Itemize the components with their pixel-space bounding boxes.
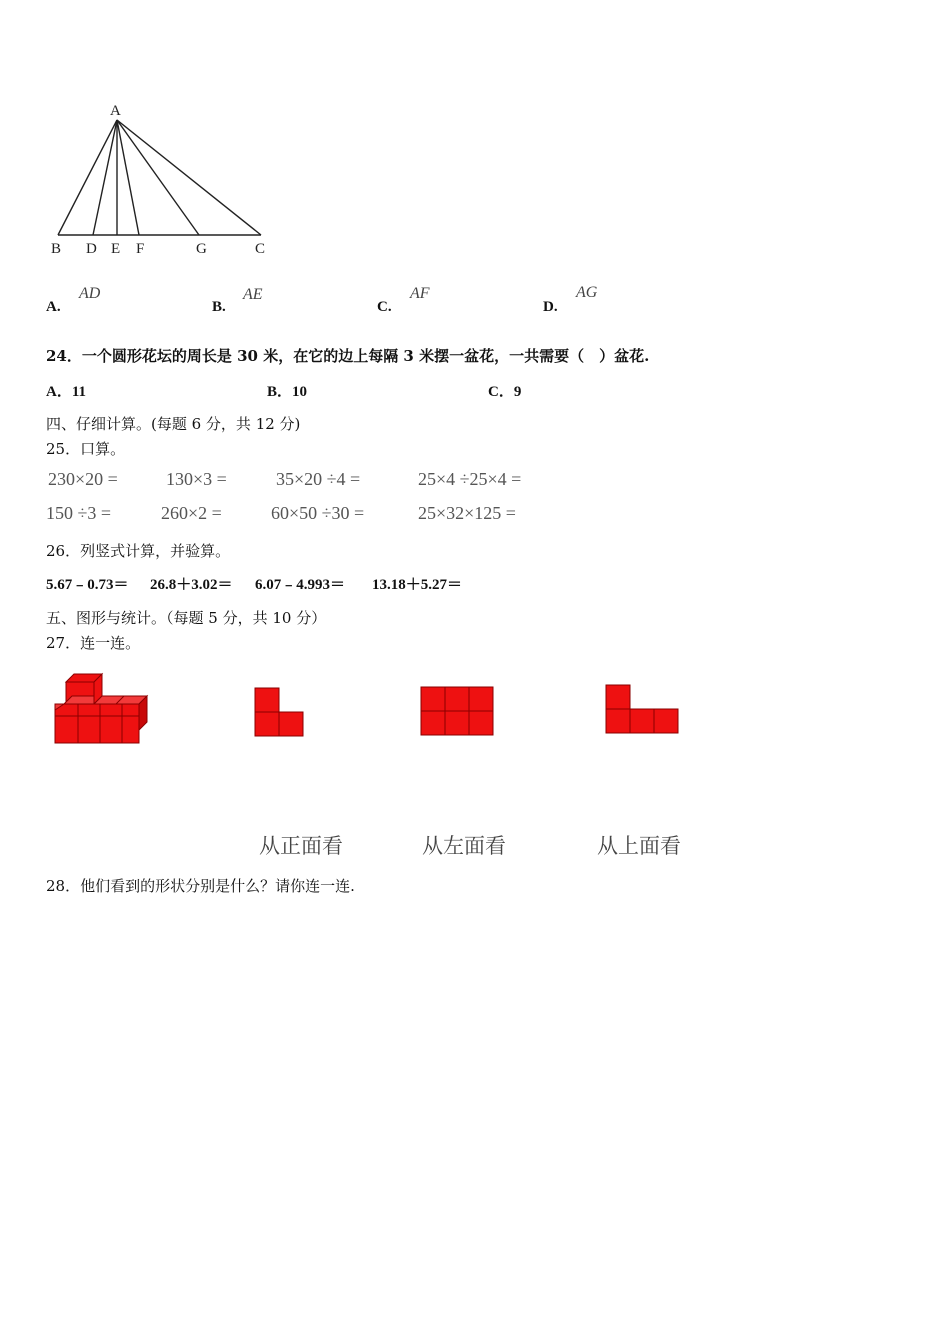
- front-view-shape: [254, 687, 306, 739]
- q26-title: 26．列竖式计算，并验算。: [46, 542, 231, 560]
- q24-text: 24．一个圆形花坛的周长是 30 米，在它的边上每隔 3 米摆一盆花，一共需要（ ）盆花.: [46, 347, 650, 365]
- view-label-front: 从正面看: [259, 834, 343, 858]
- q23-option-d-expr: AG: [576, 284, 598, 301]
- triangle-figure: [40, 98, 280, 263]
- oral-calc-1-4: 25×4 ÷25×4 =: [418, 469, 522, 489]
- vertex-label-b: B: [51, 241, 62, 257]
- q23-option-a-letter[interactable]: A.: [46, 299, 61, 315]
- oral-calc-2-3: 60×50 ÷30 =: [271, 503, 365, 523]
- q27-title: 27．连一连。: [46, 634, 141, 652]
- left-view-shape: [420, 686, 494, 738]
- vertex-label-g: G: [196, 241, 207, 257]
- oral-calc-2-2: 260×2 =: [161, 503, 222, 523]
- top-view-shape: [605, 684, 681, 738]
- q24-option-b[interactable]: B．10: [267, 384, 308, 400]
- vertical-calc-1: 5.67﹣0.73＝: [46, 577, 129, 593]
- section5-heading: 五、图形与统计。（每题 5 分，共 10 分）: [46, 609, 327, 627]
- q23-option-c-letter[interactable]: C.: [377, 299, 392, 315]
- block-figure-3d: [50, 670, 155, 750]
- oral-calc-1-2: 130×3 =: [166, 469, 227, 489]
- vertical-calc-2: 26.8＋3.02＝: [150, 577, 233, 593]
- view-label-left: 从左面看: [422, 834, 506, 858]
- vertex-label-d: D: [86, 241, 97, 257]
- view-label-top: 从上面看: [597, 834, 681, 858]
- q24-option-c[interactable]: C．9: [488, 384, 522, 400]
- oral-calc-2-1: 150 ÷3 =: [46, 503, 112, 523]
- oral-calc-2-4: 25×32×125 =: [418, 503, 516, 523]
- vertical-calc-3: 6.07﹣4.993＝: [255, 577, 346, 593]
- vertex-label-e: E: [111, 241, 121, 257]
- q23-option-b-letter[interactable]: B.: [212, 299, 226, 315]
- q23-option-a-expr: AD: [79, 285, 101, 302]
- vertical-calc-4: 13.18＋5.27＝: [372, 577, 463, 593]
- vertex-label-f: F: [136, 241, 145, 257]
- vertex-label-a: A: [110, 103, 121, 119]
- section4-heading: 四、仔细计算。(每题 6 分，共 12 分): [46, 415, 301, 433]
- q25-title: 25．口算。: [46, 440, 126, 458]
- q28-title: 28．他们看到的形状分别是什么？请你连一连.: [46, 877, 355, 895]
- q23-option-c-expr: AF: [410, 285, 430, 302]
- oral-calc-1-3: 35×20 ÷4 =: [276, 469, 361, 489]
- vertex-label-c: C: [255, 241, 266, 257]
- q23-option-d-letter[interactable]: D.: [543, 299, 558, 315]
- q23-option-b-expr: AE: [243, 286, 263, 303]
- oral-calc-1-1: 230×20 =: [48, 469, 118, 489]
- q24-option-a[interactable]: A．11: [46, 384, 87, 400]
